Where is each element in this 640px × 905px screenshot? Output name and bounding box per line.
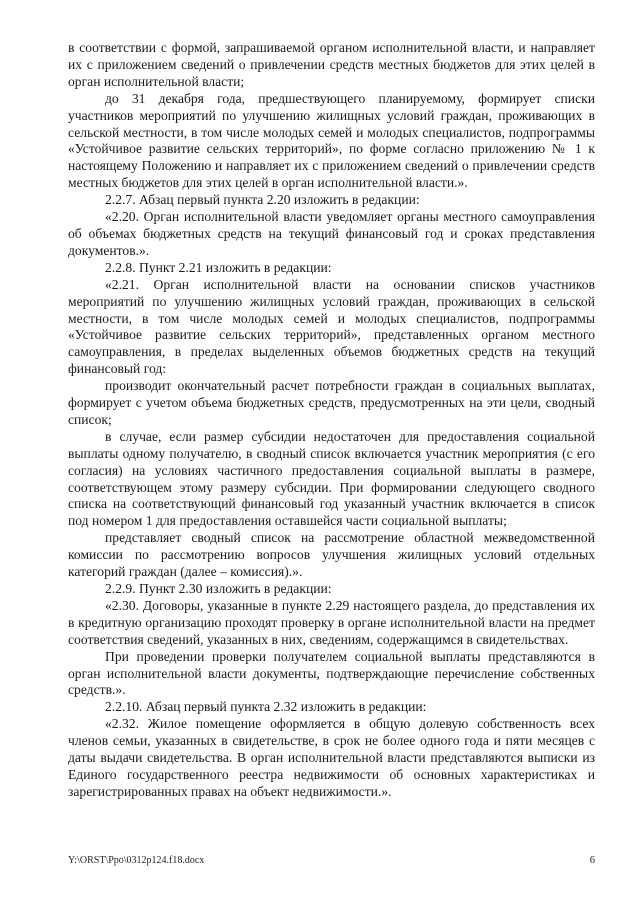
document-body [68, 40, 595, 801]
paragraph: производит окончательный расчет потребности граждан в социальных выплатах, формирует с учетом объема бюджетных средств, предусмотренных на эти цели, сводный список; [68, 378, 595, 427]
paragraph: представляет сводный список на рассмотрение областной межведомственной комиссии по рассмотрению вопросов улучшения жилищных условий отдельных категорий граждан (далее – комиссия).». [68, 530, 595, 580]
paragraph: «2.20. Орган исполнительной власти уведомляет органы местного самоуправления об объемах бюджетных средств на текущий финансовый год и сроках представления документов.». [68, 209, 595, 258]
paragraph: «2.30. Договоры, указанные в пункте 2.29 настоящего раздела, до представления их в кредитную организацию проходят проверку в органе исполнительной власти на предмет соответствия сведений, указанных в них, сведениям, содержащимся в свидетельствах. [68, 597, 595, 647]
paragraph: 2.2.10. Абзац первый пункта 2.32 изложить в редакции: [105, 699, 427, 715]
footer-file-path: Y:\ORST\Ppo\0312p124.f18.docx [68, 855, 205, 866]
paragraph: «2.21. Орган исполнительной власти на основании списков участников мероприятий по улучшению жилищных условий граждан, проживающих в сельской местности, в том числе молодых семей и молодых специалистов, подпрограммы «Устойчивое развитие сельских территорий», представленных органом местного самоуправления, в пределах выделенных объемов бюджетных средств на текущий финансовый год: [68, 276, 595, 377]
page-number: 6 [589, 855, 595, 866]
paragraph: 2.2.7. Абзац первый пункта 2.20 изложить в редакции: [105, 192, 420, 208]
paragraph: до 31 декабря года, предшествующего планируемому, формирует списки участников мероприятий по улучшению жилищных условий граждан, проживающих в сельской местности, в том числе молодых семей и молодых специалистов, подпрограммы «Устойчивое развитие сельских территорий», по форме согласно приложению № 1 к настоящему Положению и направляет их с приложением сведений о привлечении средств местных бюджетов для этих целей в орган исполнительной власти.». [68, 90, 595, 191]
paragraph: «2.32. Жилое помещение оформляется в общую долевую собственность всех членов семьи, указанных в свидетельстве, в срок не более одного года и пяти месяцев с даты выдачи свидетельства. В орган исполнительной власти представляются выписки из Единого государственного реестра недвижимости об основных характеристиках и зарегистрированных правах на объект недвижимости.». [68, 716, 595, 799]
paragraph: При проведении проверки получателем социальной выплаты представляются в орган исполнительной власти документы, подтверждающие перечисление собственных средств.». [68, 648, 595, 698]
paragraph: в соответствии с формой, запрашиваемой органом исполнительной власти, и направляет их с приложением сведений о привлечении средств местных бюджетов для этих целей в орган исполнительной власти; [68, 40, 595, 89]
paragraph: 2.2.9. Пункт 2.30 изложить в редакции: [105, 581, 332, 596]
paragraph: 2.2.8. Пункт 2.21 изложить в редакции: [105, 259, 332, 275]
paragraph: в случае, если размер субсидии недостаточен для предоставления социальной выплаты одному получателю, в сводный список включается участник мероприятия (с его согласия) на условиях частичного предоставления социальной выплаты в размере, соответствующем этому размеру субсидии. При формировании следующего сводного списка на соответствующий финансовый год указанный участник включается в список под номером 1 для предоставления оставшейся части социальной выплаты; [68, 428, 595, 529]
